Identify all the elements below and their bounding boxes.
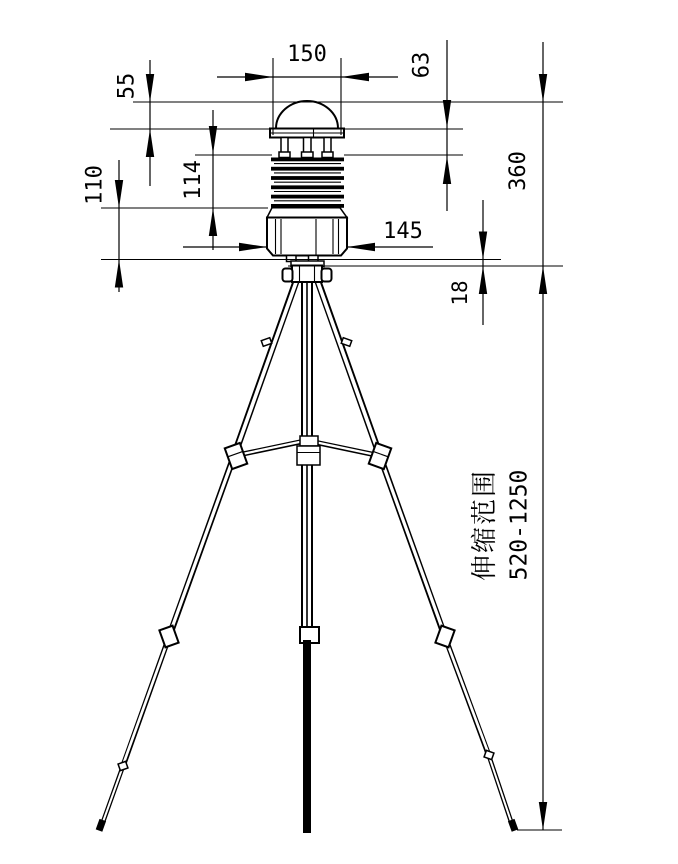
range-annotation-value: 520-1250 <box>506 469 533 581</box>
right-leg-clamp <box>369 443 391 469</box>
sensor-dome <box>276 101 338 129</box>
dim-label-head-section-height: 63 <box>409 51 435 79</box>
column-inner-tube <box>303 640 311 833</box>
tripod <box>99 256 515 834</box>
tripod-left-leg <box>99 280 297 831</box>
sensor <box>267 101 347 256</box>
dim-label-base-width: 145 <box>383 219 423 244</box>
dim-label-louver-height: 114 <box>181 160 207 200</box>
sensor-neck-posts <box>279 138 333 158</box>
dim-label-base-height: 110 <box>82 165 108 205</box>
column-collar <box>300 436 318 446</box>
dim-label-dome-width: 150 <box>287 42 327 67</box>
right-leg-lower-tick <box>484 750 494 759</box>
dim-label-mount-gap: 18 <box>447 280 472 306</box>
left-leg-lower-tick <box>118 761 128 770</box>
column-hub <box>297 446 320 465</box>
sensor-louvers <box>271 158 344 208</box>
right-leg-lower-clamp <box>435 626 454 648</box>
range-annotation-label: 伸缩范围 <box>469 468 500 582</box>
dim-label-total-height: 360 <box>506 151 532 191</box>
sensor-base <box>267 208 347 256</box>
tripod-center-column <box>297 282 320 833</box>
dim-label-dome-height: 55 <box>114 72 140 100</box>
left-leg-lower-clamp <box>159 626 178 648</box>
